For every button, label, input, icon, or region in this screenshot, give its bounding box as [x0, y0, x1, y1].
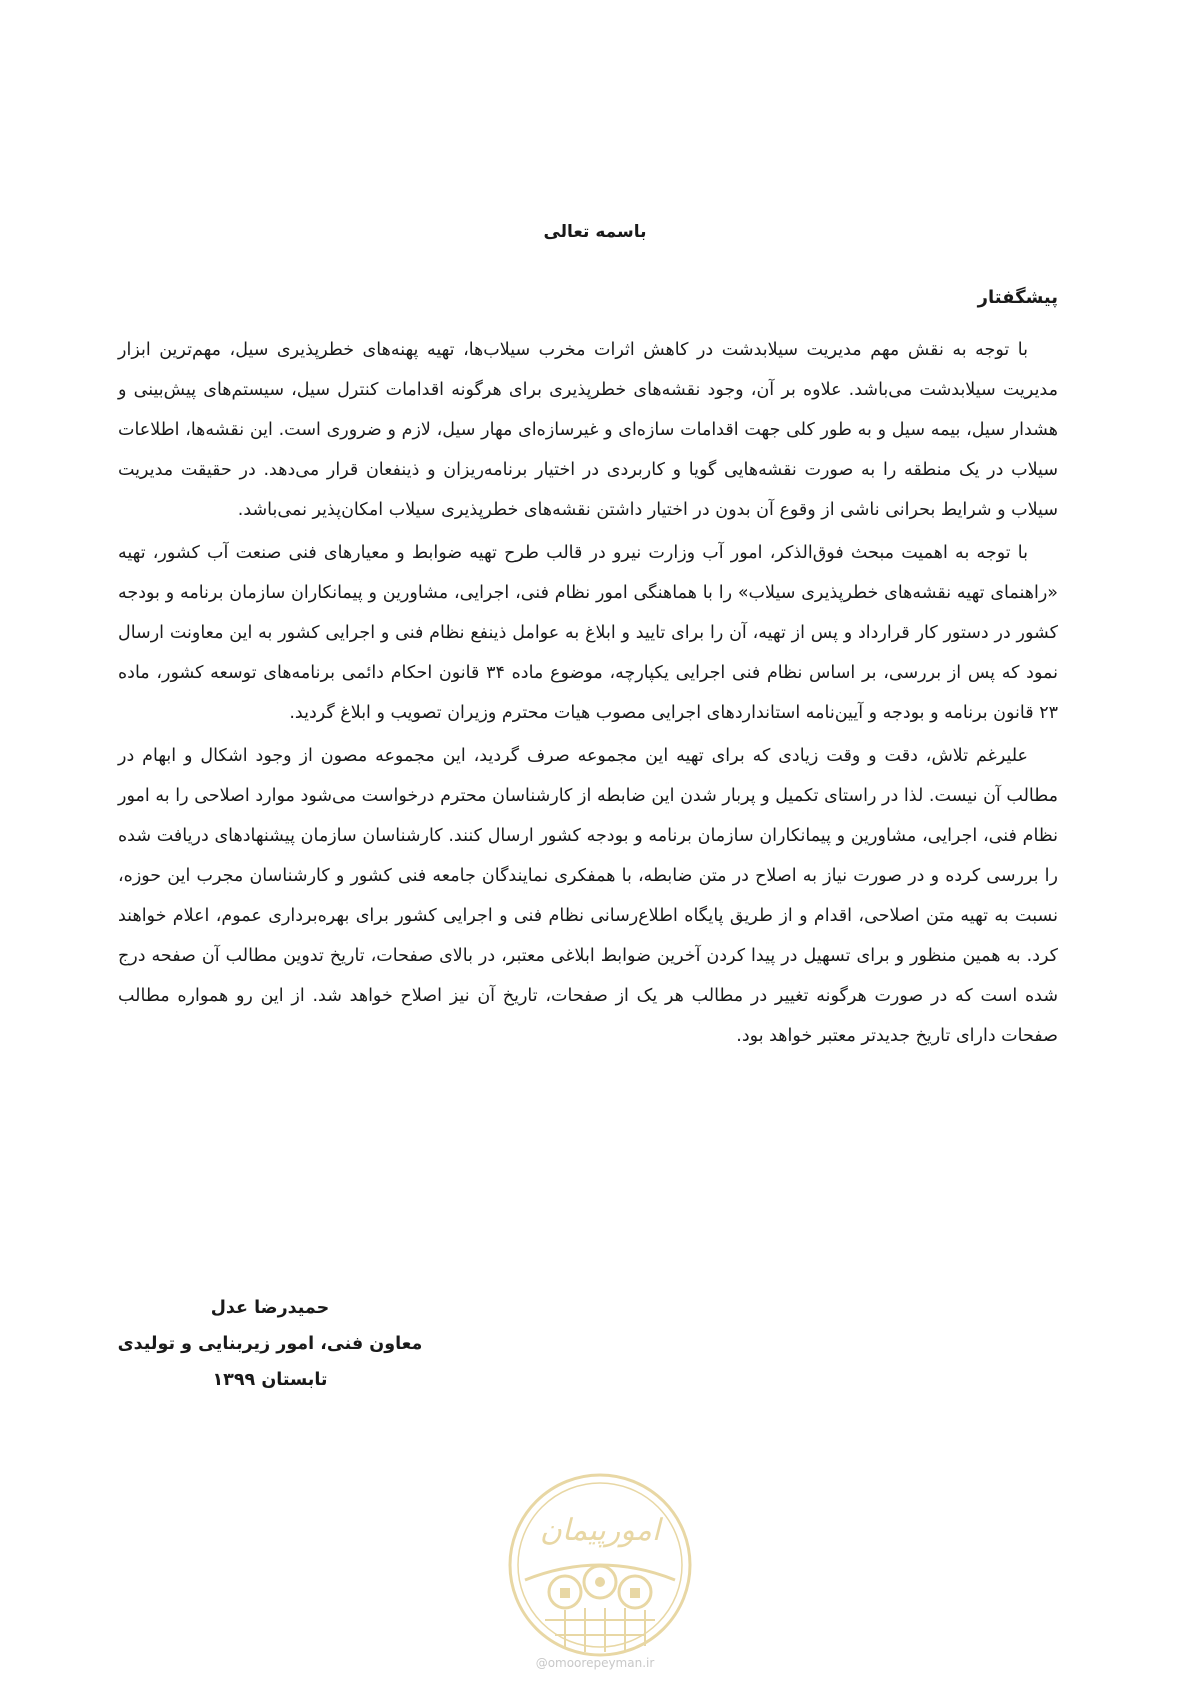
signer-position: معاون فنی، امور زیربنایی و تولیدی: [117, 1334, 423, 1354]
signer-name: حمیدرضا عدل: [210, 1298, 330, 1318]
body-text: [118, 330, 1058, 1059]
section-title: پیشگفتار: [977, 287, 1058, 308]
bismillah-heading: باسمه تعالی: [543, 222, 647, 242]
paragraph-2: با توجه به اهمیت مبحث فوق‌الذکر، امور آب وزارت نیرو در قالب طرح تهیه ضوابط و معیارهای فنی صنعت آب کشور، تهیه «راهنمای تهیه نقشه‌های خطرپذیری سیلاب» را با هماهنگی امور نظام فنی، اجرایی، مشاورین و پیمانکاران سازمان برنامه و بودجه کشور در دستور کار قرارداد و پس از تهیه، آن را برای تایید و ابلاغ به عوامل ذینفع نظام فنی و اجرایی کشور به این معاونت ارسال نمود که پس از بررسی، بر اساس نظام فنی اجرایی یکپارچه، موضوع ماده ۳۴ قانون احکام دائمی برنامه‌های توسعه کشور، ماده ۲۳ قانون برنامه و بودجه و آیین‌نامه استانداردهای اجرایی مصوب هیات محترم وزیران تصویب و ابلاغ گردید.: [118, 543, 1058, 723]
watermark-logo-text: امورپیمان: [539, 1513, 661, 1548]
paragraph-3: علیرغم تلاش، دقت و وقت زیادی که برای تهیه این مجموعه صرف گردید، این مجموعه مصون از وجود اشکال و ابهام در مطالب آن نیست. لذا در راستای تکمیل و پربار شدن این ضابطه از کارشناسان محترم درخواست می‌شود موارد اصلاحی را به امور نظام فنی، اجرایی، مشاورین و پیمانکاران سازمان برنامه و بودجه کشور ارسال کنند. کارشناسان سازمان پیشنهادهای دریافت شده را بررسی کرده و در صورت نیاز به اصلاح در متن ضابطه، با همفکری نمایندگان جامعه فنی کشور و کارشناسان مجرب این حوزه، نسبت به تهیه متن اصلاحی، اقدام و از طریق پایگاه اطلاع‌رسانی نظام فنی و اجرایی کشور برای بهره‌برداری عموم، اعلام خواهند کرد. به همین منظور و برای تسهیل در پیدا کردن آخرین ضوابط ابلاغی معتبر، در بالای صفحات، تاریخ تدوین مطالب آن صفحه درج شده است که در صورت هرگونه تغییر در مطالب هر یک از صفحات، تاریخ آن نیز اصلاح خواهد شد. از این رو همواره مطالب صفحات دارای تاریخ جدیدتر معتبر خواهد بود.: [118, 746, 1058, 1046]
omoore-peyman-seal-icon: [505, 1470, 695, 1660]
footer-website: @omoorepeyman.ir: [535, 1656, 655, 1670]
signature-block: [110, 1290, 430, 1398]
paragraph-1: با توجه به نقش مهم مدیریت سیلابدشت در کاهش اثرات مخرب سیلاب‌ها، تهیه پهنه‌های خطرپذیری سیل، مهم‌ترین ابزار مدیریت سیلابدشت می‌باشد. علاوه بر آن، وجود نقشه‌های خطرپذیری برای هرگونه اقدامات کنترل سیل، سیستم‌های پیش‌بینی و هشدار سیل، بیمه سیل و به طور کلی جهت اقدامات سازه‌ای و غیرسازه‌ای مهار سیل، لازم و ضروری است. این نقشه‌ها، اطلاعات سیلاب در یک منطقه را به صورت نقشه‌هایی گویا و کاربردی در اختیار برنامه‌ریزان و ذینفعان قرار می‌دهد. در حقیقت مدیریت سیلاب و شرایط بحرانی ناشی از وقوع آن بدون در اختیار داشتن نقشه‌های خطرپذیری سیلاب امکان‌پذیر نمی‌باشد.: [118, 340, 1058, 520]
signature-date: تابستان ۱۳۹۹: [212, 1370, 328, 1390]
